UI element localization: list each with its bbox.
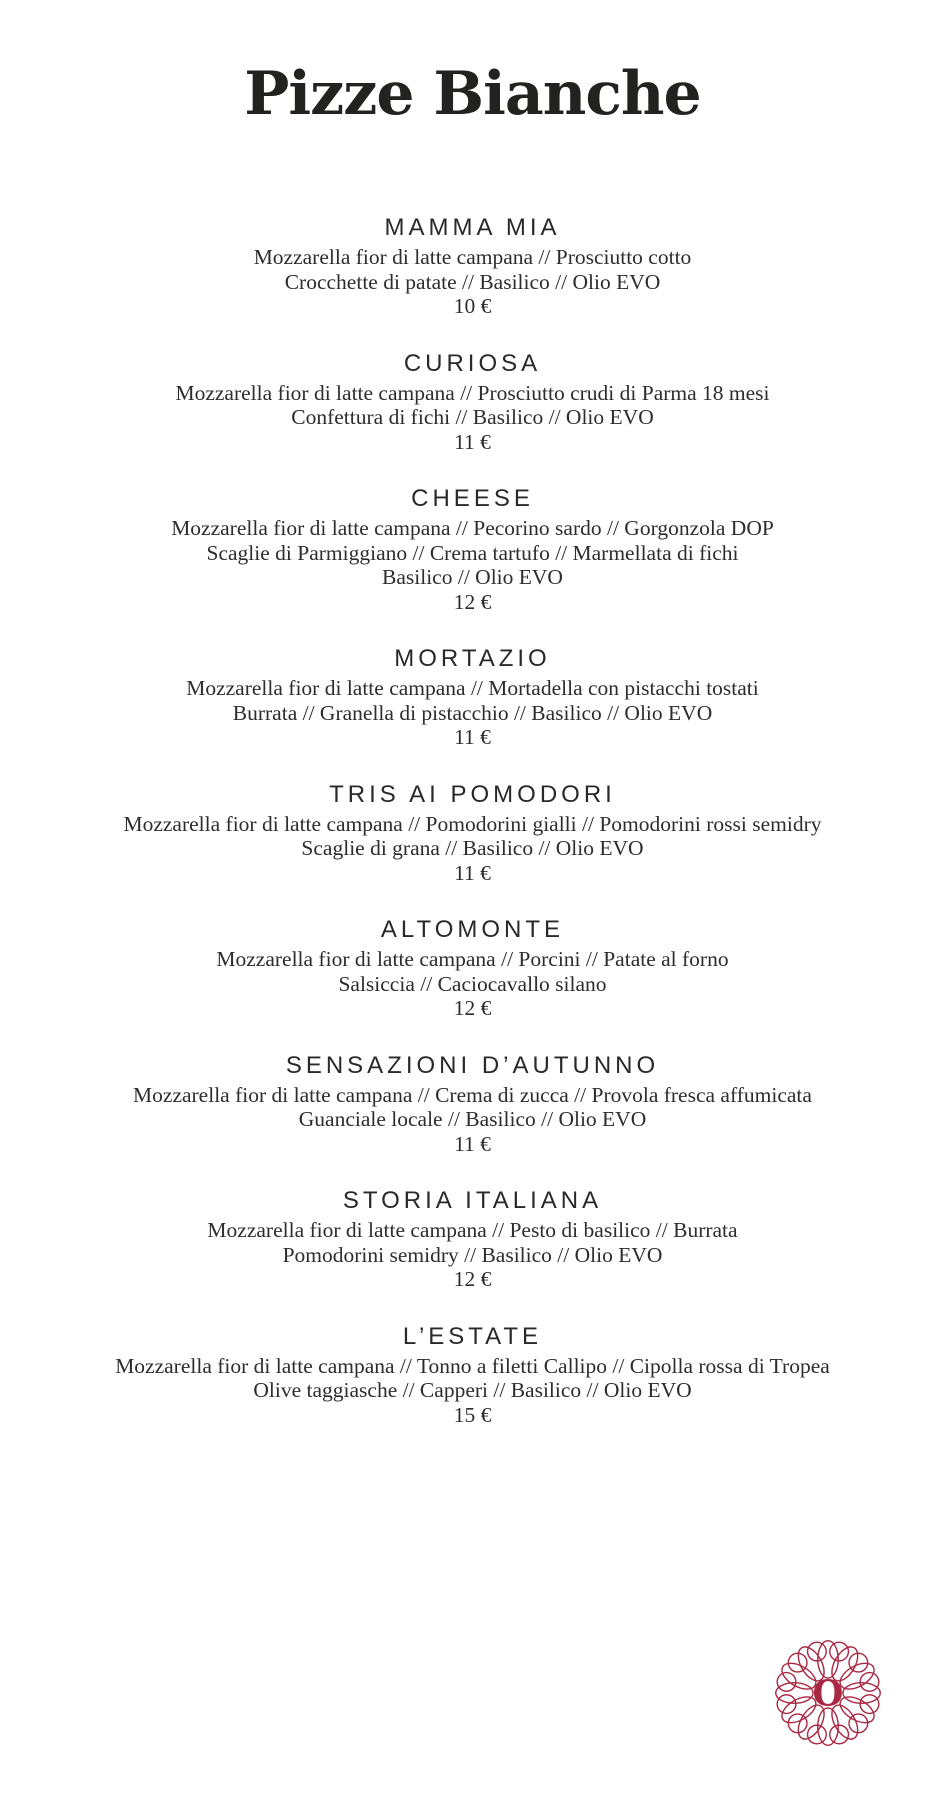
rosette-lobe	[858, 1693, 881, 1716]
menu-item-description-line: Scaglie di Parmiggiano // Crema tartufo // Marmellata di fichi	[206, 540, 739, 565]
menu-item-description	[0, 676, 945, 725]
menu-item-description-line: Salsiccia // Caciocavallo silano	[338, 971, 607, 996]
menu-item-name: CURIOSA	[403, 349, 542, 377]
rosette-lobe	[805, 1640, 828, 1663]
menu-item-description-line: Mozzarella fior di latte campana // Crema di zucca // Provola fresca affumicata	[133, 1082, 812, 1107]
menu-item	[0, 781, 945, 886]
menu-item-description-line: Guanciale locale // Basilico // Olio EVO	[298, 1107, 647, 1131]
menu-item-description	[0, 245, 945, 294]
menu-item-name: SENSAZIONI D’AUTUNNO	[285, 1051, 660, 1079]
menu-item-description-line: Mozzarella fior di latte campana // Pesto di basilico // Burrata	[207, 1218, 738, 1242]
menu-item	[0, 916, 945, 1021]
menu-item-description-line: Mozzarella fior di latte campana // Pecorino sardo // Gorgonzola DOP	[171, 516, 774, 540]
menu-item-description	[0, 812, 945, 861]
rosette-logo-icon	[772, 1637, 884, 1749]
menu-item	[0, 485, 945, 614]
menu-item-description-line: Basilico // Olio EVO	[382, 565, 563, 589]
menu-item-price: 15 €	[453, 1402, 492, 1427]
menu-item-description-line: Crocchette di patate // Basilico // Olio EVO	[284, 269, 661, 294]
menu-item-description-line: Olive taggiasche // Capperi // Basilico // Olio EVO	[253, 1378, 692, 1402]
menu-item	[0, 214, 945, 319]
restaurant-logo	[772, 1637, 884, 1749]
menu-item-description-line: Pomodorini semidry // Basilico // Olio EVO	[282, 1242, 663, 1267]
menu-item-description-line: Mozzarella fior di latte campana // Porcini // Patate al forno	[216, 947, 729, 971]
menu-item-description	[0, 1083, 945, 1132]
rosette-lobe	[828, 1640, 851, 1663]
menu-item-description	[0, 516, 945, 590]
page-title: Pizze Bianche	[244, 59, 701, 129]
menu-item	[0, 350, 945, 455]
menu-item-name: TRIS AI POMODORI	[329, 780, 616, 808]
logo-letter: O	[812, 1673, 844, 1715]
menu-item-price: 12 €	[453, 589, 492, 614]
menu-item-price: 12 €	[453, 996, 492, 1020]
menu-item-name: MORTAZIO	[394, 645, 551, 672]
rosette-lobe	[845, 1649, 871, 1675]
menu-item-price: 11 €	[454, 725, 491, 749]
menu-item	[0, 1052, 945, 1157]
menu-item-name: MAMMA MIA	[384, 214, 561, 241]
menu-item-description-line: Mozzarella fior di latte campana // Pomodorini gialli // Pomodorini rossi semidry	[123, 811, 822, 836]
menu-item-description-line: Burrata // Granella di pistacchio // Basilico // Olio EVO	[232, 700, 713, 725]
rosette-lobe	[828, 1723, 851, 1746]
menu-item-description-line: Mozzarella fior di latte campana // Tonno a filetti Callipo // Cipolla rossa di Tropea	[115, 1353, 830, 1378]
menu-page	[0, 52, 945, 1806]
menu-item-price: 11 €	[454, 429, 491, 454]
menu-item-price: 11 €	[454, 860, 491, 885]
menu-item-description-line: Confettura di fichi // Basilico // Olio EVO	[291, 405, 654, 429]
menu-item-description	[0, 947, 945, 996]
menu-item-description-line: Mozzarella fior di latte campana // Prosciutto crudi di Parma 18 mesi	[175, 380, 770, 405]
menu-item-description-line: Mozzarella fior di latte campana // Prosciutto cotto	[253, 245, 692, 269]
menu-item-description-line: Scaglie di grana // Basilico // Olio EVO	[301, 836, 644, 860]
menu-item-name: L’ESTATE	[402, 1322, 543, 1350]
rosette-lobe	[845, 1710, 871, 1736]
menu-list	[0, 214, 945, 1427]
rosette-lobe	[784, 1710, 810, 1736]
rosette-lobe	[858, 1670, 881, 1693]
rosette-lobe	[805, 1723, 828, 1746]
menu-item-description	[0, 1218, 945, 1267]
menu-item-price: 10 €	[453, 294, 492, 318]
rosette-lobe	[775, 1670, 798, 1693]
rosette-lobe	[784, 1649, 810, 1675]
menu-item-description-line: Mozzarella fior di latte campana // Mortadella con pistacchi tostati	[186, 676, 759, 700]
menu-item	[0, 645, 945, 750]
menu-item-description	[0, 1354, 945, 1403]
menu-item	[0, 1187, 945, 1292]
rosette-lobe	[775, 1693, 798, 1716]
menu-item-name: CHEESE	[411, 485, 534, 512]
menu-item-description	[0, 381, 945, 430]
menu-item	[0, 1323, 945, 1428]
menu-item-name: STORIA ITALIANA	[342, 1187, 603, 1214]
menu-item-name: ALTOMONTE	[380, 916, 565, 943]
menu-item-price: 11 €	[454, 1131, 491, 1156]
menu-item-price: 12 €	[453, 1267, 492, 1291]
